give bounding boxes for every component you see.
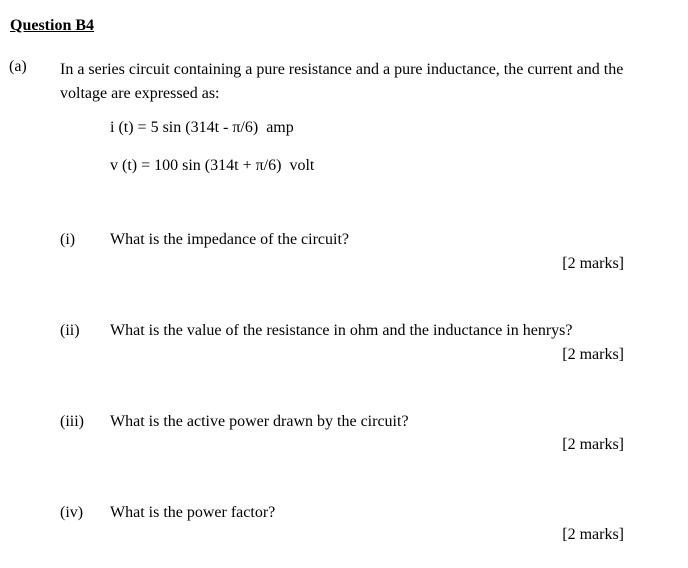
question-title: Question B4: [10, 17, 95, 34]
subquestion-number: (ii): [60, 322, 80, 339]
subquestion-marks: [2 marks]: [562, 436, 624, 453]
subquestion-text: What is the power factor?: [110, 504, 276, 521]
voltage-equation: v (t) = 100 sin (314t + π/6) volt: [110, 157, 315, 174]
subquestion-text: What is the value of the resistance in ohm and the inductance in henrys?: [110, 322, 573, 339]
subquestion-number: (i): [60, 231, 76, 248]
subquestion-text: What is the active power drawn by the circuit?: [110, 413, 409, 430]
subquestion-marks: [2 marks]: [562, 255, 624, 272]
subquestion-marks: [2 marks]: [562, 526, 624, 543]
subquestion-number: (iv): [60, 504, 84, 521]
current-equation: i (t) = 5 sin (314t - π/6) amp: [110, 119, 294, 136]
subquestion-number: (iii): [60, 413, 84, 430]
part-intro-text: In a series circuit containing a pure resistance and a pure inductance, the current and the voltage are expressed as:: [60, 61, 624, 102]
subquestion-marks: [2 marks]: [562, 346, 624, 363]
part-label: (a): [9, 58, 27, 75]
subquestion-text: What is the impedance of the circuit?: [110, 231, 350, 248]
